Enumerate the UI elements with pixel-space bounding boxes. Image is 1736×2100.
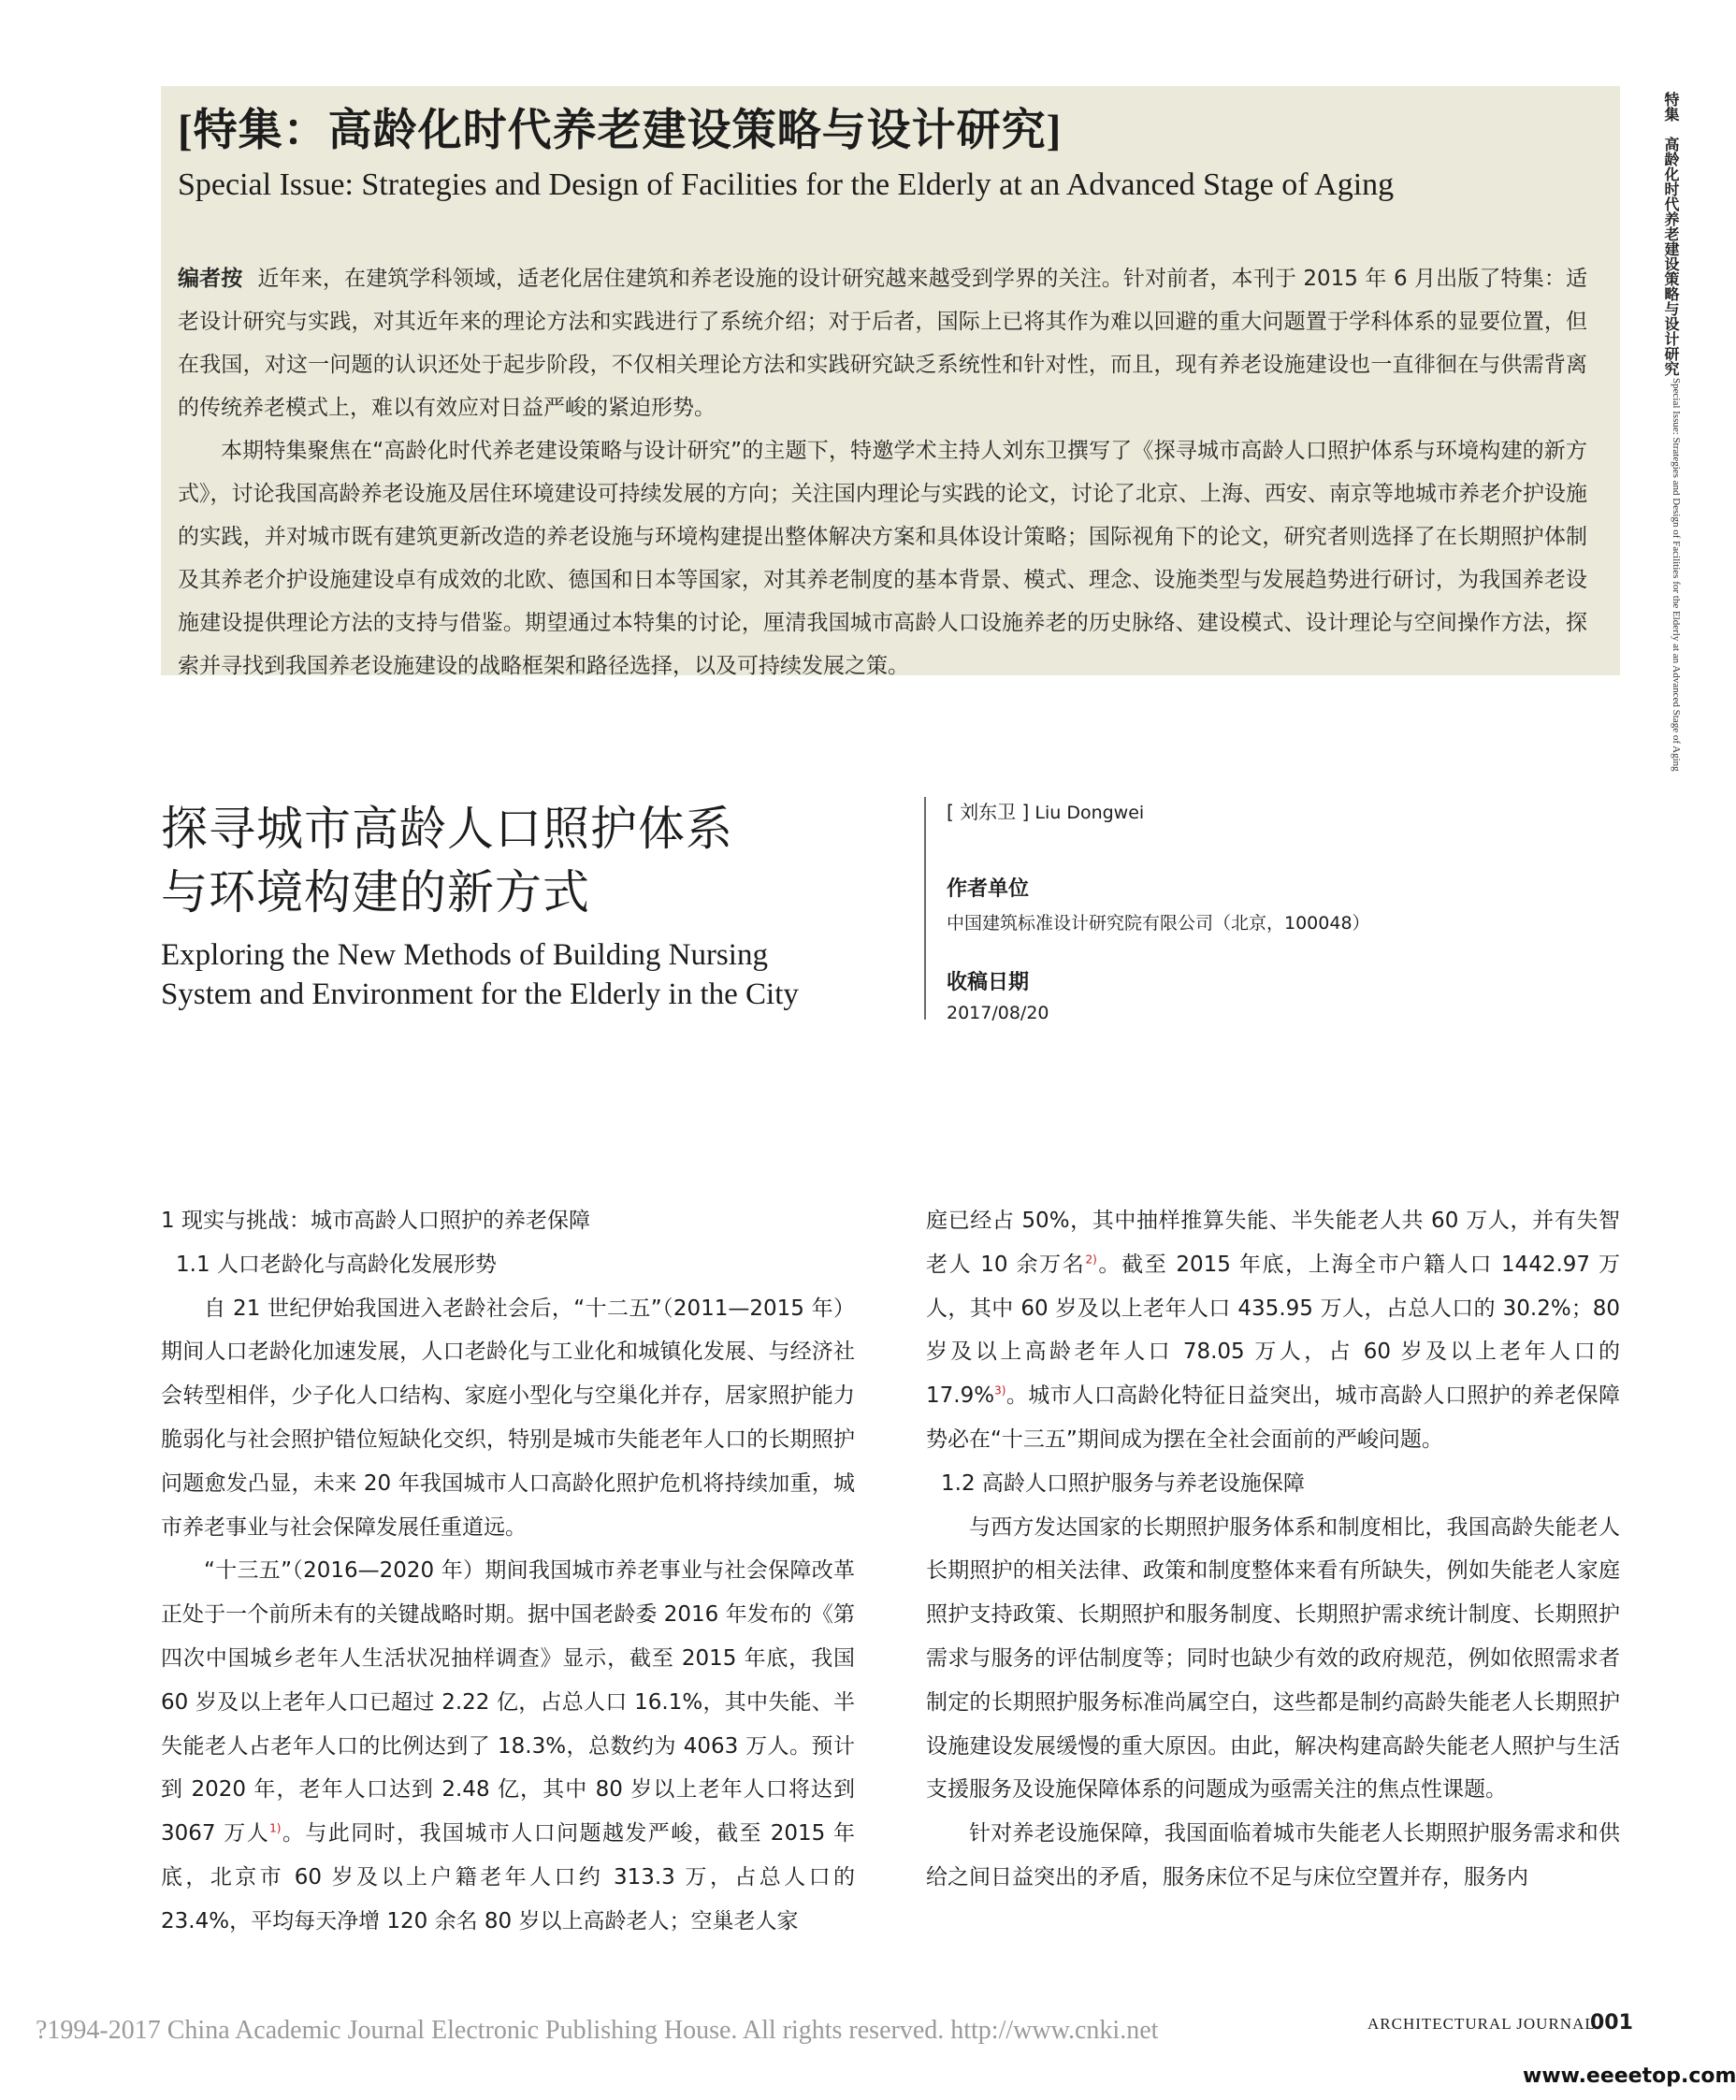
body-paragraph: 针对养老设施保障，我国面临着城市失能老人长期照护服务需求和供给之间日益突出的矛盾，服务床位不足与床位空置并存，服务内 <box>926 1821 1620 1890</box>
side-label-cn <box>1641 92 1682 376</box>
reference-marker[interactable]: 1) <box>269 1821 282 1835</box>
body-column-left <box>161 1199 855 1944</box>
body-paragraph <box>926 1199 1620 1462</box>
editors-note-box <box>161 86 1620 678</box>
body-text: 。与此同时，我国城市人口问题越发严峻，截至 2015 年底，北京市 60 岁及以上户籍老年人口约 313.3 万，占总人口的 23.4%，平均每天净增 120 余名 80 岁以上高龄老人；空巢老人家 <box>161 1821 855 1933</box>
received-date: 2017/08/20 <box>947 1003 1049 1023</box>
author-name-en: Liu Dongwei <box>1034 803 1145 823</box>
reference-marker[interactable]: 2) <box>1085 1253 1097 1267</box>
editors-note-label: 编者按 <box>178 267 243 291</box>
page-number: 001 <box>1590 2011 1633 2035</box>
special-issue-title-cn: [特集：高龄化时代养老建设策略与设计研究] <box>178 107 1063 155</box>
body-paragraph: 自 21 世纪伊始我国进入老龄社会后，“十二五”（2011—2015 年）期间人口老龄化加速发展，人口老龄化与工业化和城镇化发展、与经济社会转型相伴，少子化人口结构、家庭小型化与空巢化并存，居家照护能力脆弱化与社会照护错位短缺化交织，特别是城市失能老年人口的长期照护问题愈发凸显，未来 20 年我国城市人口高龄化照护危机将持续加重，城市养老事业与社会保障发展任重道远。 <box>161 1296 855 1540</box>
side-label-cn-rest: 高龄化时代养老建设策略与设计研究 <box>1662 137 1680 376</box>
body-text: 。城市人口高龄化特征日益突出，城市高龄人口照护的养老保障势必在“十三五”期间成为摆在全社会面前的严峻问题。 <box>926 1383 1620 1452</box>
body-paragraph: 与西方发达国家的长期照护服务体系和制度相比，我国高龄失能老人长期照护的相关法律、政策和制度整体来看有所缺失，例如失能老人家庭照护支持政策、长期照护和服务制度、长期照护需求统计制度、长期照护需求与服务的评估制度等；同时也缺少有效的政府规范，例如依照需求者制定的长期照护服务标准尚属空白，这些都是制约高龄失能老人长期照护设施建设发展缓慢的重大原因。由此，解决构建高龄失能老人照护与生活支援服务及设施保障体系的问题成为亟需关注的焦点性课题。 <box>926 1514 1620 1803</box>
reference-marker[interactable]: 3) <box>994 1383 1006 1398</box>
editors-note-text-1: 近年来，在建筑学科领域，适老化居住建筑和养老设施的设计研究越来越受到学界的关注。针对前者，本刊于 2015 年 6 月出版了特集：适老设计研究与实践，对其近年来的理论方法和实践进行了系统介绍；对于后者，国际上已将其作为难以回避的重大问题置于学科体系的显要位置，但在我国，对这一问题的认识还处于起步阶段，不仅相关理论方法和实践研究缺乏系统性和针对性，而且，现有养老设施建设也一直徘徊在与供需背离的传统养老模式上，难以有效应对日益严峻的紧迫形势。 <box>178 267 1588 420</box>
body-text: 庭已经占 50%，其中抽样推算失能、半失能老人共 60 万人，并有失智老人 10 余万名 <box>926 1209 1620 1277</box>
author-line <box>947 797 1370 824</box>
header-divider <box>924 797 926 1020</box>
side-running-label <box>1641 92 1682 772</box>
section-heading-1: 1 现实与挑战：城市高龄人口照护的养老保障 <box>161 1209 590 1233</box>
article-title-cn-line-1: 探寻城市高龄人口照护体系 <box>161 802 733 856</box>
body-paragraph <box>161 1549 855 1943</box>
received-label: 收稿日期 <box>947 971 1030 994</box>
copyright-notice: ?1994-2017 China Academic Journal Electronic Publishing House. All rights reserved. http://www.cnki.net <box>36 2016 1159 2045</box>
article-title-cn-line-2: 与环境构建的新方式 <box>161 865 590 920</box>
author-name-cn: [ 刘东卫 ] <box>947 801 1030 823</box>
article-title-en-line-2: System and Environment for the Elderly in the City <box>161 978 799 1011</box>
watermark-url: www.eeeetop.com <box>1523 2064 1736 2088</box>
special-issue-title-en: Special Issue: Strategies and Design of Facilities for the Elderly at an Advanced Stage of Aging <box>178 167 1395 202</box>
article-meta <box>947 797 1370 1023</box>
body-text: 。截至 2015 年底，上海全市户籍人口 1442.97 万人，其中 60 岁及以上老年人口 435.95 万人，占总人口的 30.2%；80 岁及以上高龄老年人口 78.05 万人，占 60 岁及以上老年人口的 17.9% <box>926 1252 1620 1409</box>
side-label-cn-bold: 特集 <box>1662 92 1680 122</box>
article-title-en-line-1: Exploring the New Methods of Building Nursing <box>161 938 768 972</box>
journal-name: ARCHITECTURAL JOURNAL <box>1367 2015 1596 2033</box>
affiliation-label: 作者单位 <box>947 877 1030 901</box>
article-title-en <box>161 935 799 1014</box>
body-text: “十三五”（2016—2020 年）期间我国城市养老事业与社会保障改革正处于一个前所未有的关键战略时期。据中国老龄委 2016 年发布的《第四次中国城乡老年人生活状况抽样调查》显示，截至 2015 年底，我国 60 岁及以上老年人口已超过 2.22 亿，占总人口 16.1%，其中失能、半失能老人占老年人口的比例达到了 18.3%，总数约为 4063 万人。预计到 2020 年，老年人口达到 2.48 亿，其中 80 岁以上老年人口将达到 3067 万人 <box>161 1558 855 1847</box>
article-title-cn <box>161 797 733 924</box>
body-column-right <box>926 1199 1620 1900</box>
editors-note-paragraph-2: 本期特集聚焦在“高龄化时代养老建设策略与设计研究”的主题下，特邀学术主持人刘东卫撰写了《探寻城市高龄人口照护体系与环境构建的新方式》，讨论我国高龄养老设施及居住环境建设可持续发展的方向；关注国内理论与实践的论文，讨论了北京、上海、西安、南京等地城市养老介护设施的实践，并对城市既有建筑更新改造的养老设施与环境构建提出整体解决方案和具体设计策略；国际视角下的论文，研究者则选择了在长期照护体制及其养老介护设施建设卓有成效的北欧、德国和日本等国家，对其养老制度的基本背景、模式、理念、设施类型与发展趋势进行研讨，为我国养老设施建设提供理论方法的支持与借鉴。期望通过本特集的讨论，厘清我国城市高龄人口设施养老的历史脉络、建设模式、设计理论与空间操作方法，探索并寻找到我国养老设施建设的战略框架和路径选择，以及可持续发展之策。 <box>178 439 1587 678</box>
affiliation-value: 中国建筑标准设计研究院有限公司（北京，100048） <box>947 913 1370 934</box>
editors-note-paragraph-1 <box>178 257 1587 429</box>
subsection-heading-1-2: 1.2 高龄人口照护服务与养老设施保障 <box>941 1470 1305 1496</box>
subsection-heading-1-1: 1.1 人口老龄化与高龄化发展形势 <box>176 1252 497 1277</box>
side-label-en: Special Issue: Strategies and Design of Facilities for the Elderly at an Advanced Stage of Aging <box>1671 378 1682 772</box>
